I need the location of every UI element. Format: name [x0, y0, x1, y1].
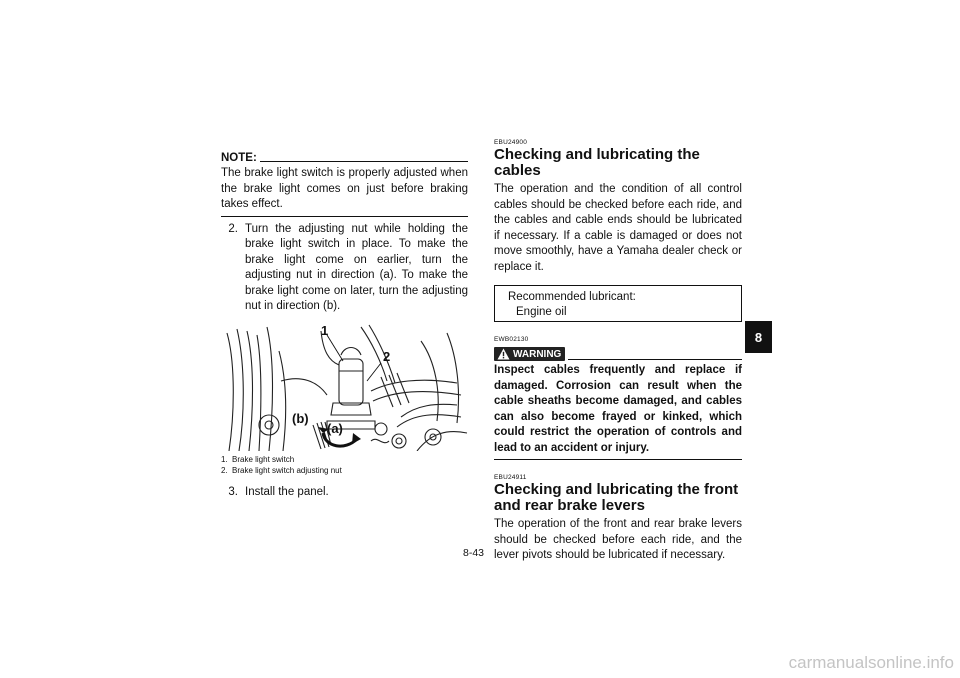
step-2-text: Turn the adjusting nut while holding the brake light switch in place. To make the brake light come on earlier, turn the adjusting nut in direction (a). To make the brake light come on later, turn the adjusting nut in direction (b).: [245, 222, 468, 312]
section-heading-cables: Checking and lubricating the cables: [494, 146, 700, 179]
caption-number: 1.: [221, 454, 228, 464]
watermark: carmanualsonline.info: [788, 653, 954, 672]
figure-label-b: (b): [292, 410, 309, 426]
figure-label-a: (a): [327, 420, 343, 436]
lubricant-box: [494, 285, 742, 322]
page-number: 8-43: [463, 547, 485, 559]
step-3-text: Install the panel.: [245, 485, 329, 498]
warning-rule: [494, 459, 742, 460]
figure-label-1: 1: [321, 322, 329, 338]
warning-triangle-icon: [497, 348, 510, 360]
note-divider: [260, 161, 468, 162]
lubricant-value: Engine oil: [516, 306, 567, 318]
note-rule: [221, 216, 468, 217]
step-3-number: 3.: [228, 485, 238, 498]
note-text: The brake light switch is properly adjusted when the brake light comes on just before braking takes effect.: [221, 167, 468, 210]
figure-label-2: 2: [383, 348, 391, 364]
warning-header: [494, 345, 742, 361]
caption-text: Brake light switch adjusting nut: [232, 466, 342, 475]
caption-item: [221, 454, 468, 466]
note-label: NOTE:: [221, 152, 257, 164]
section-heading-brake-levers: Checking and lubricating the front and rear brake levers: [494, 481, 739, 514]
warning-label: WARNING: [513, 348, 562, 360]
caption-item: [221, 465, 468, 477]
step-3: [221, 485, 468, 501]
section-code: EBU24900: [494, 139, 528, 146]
section-code: EBU24911: [494, 474, 527, 481]
chapter-tab: 8: [745, 321, 772, 353]
warning-text: Inspect cables frequently and replace if damaged. Corrosion can result when the cable sheaths become damaged, and cables can also become frayed or kinked, which could restrict the operation of controls and lead to an accident or injury.: [494, 364, 742, 454]
cables-paragraph: The operation and the condition of all control cables should be checked before each ride, and the cables and cable ends should be lubricated if necessary. If a cable is damaged or does not move smoothly, have a Yamaha dealer check or replace it.: [494, 183, 742, 273]
illustration-svg: [221, 321, 468, 451]
brake-switch-illustration: [221, 321, 468, 451]
warning-badge: [494, 347, 565, 361]
brake-levers-paragraph: The operation of the front and rear brake levers should be checked before each ride, and the lever pivots should be lubricated if necessary.: [494, 518, 742, 561]
caption-text: Brake light switch: [232, 454, 295, 464]
figure-captions: [221, 454, 468, 477]
step-2: [221, 222, 468, 315]
caption-number: 2.: [221, 466, 228, 475]
step-2-number: 2.: [228, 222, 238, 235]
warning-divider: [568, 359, 742, 360]
warning-code: EWB02130: [494, 336, 529, 343]
note-header: [221, 150, 468, 164]
right-column: [494, 139, 742, 564]
lubricant-label: Recommended lubricant:: [508, 291, 636, 303]
left-column: [221, 150, 468, 500]
